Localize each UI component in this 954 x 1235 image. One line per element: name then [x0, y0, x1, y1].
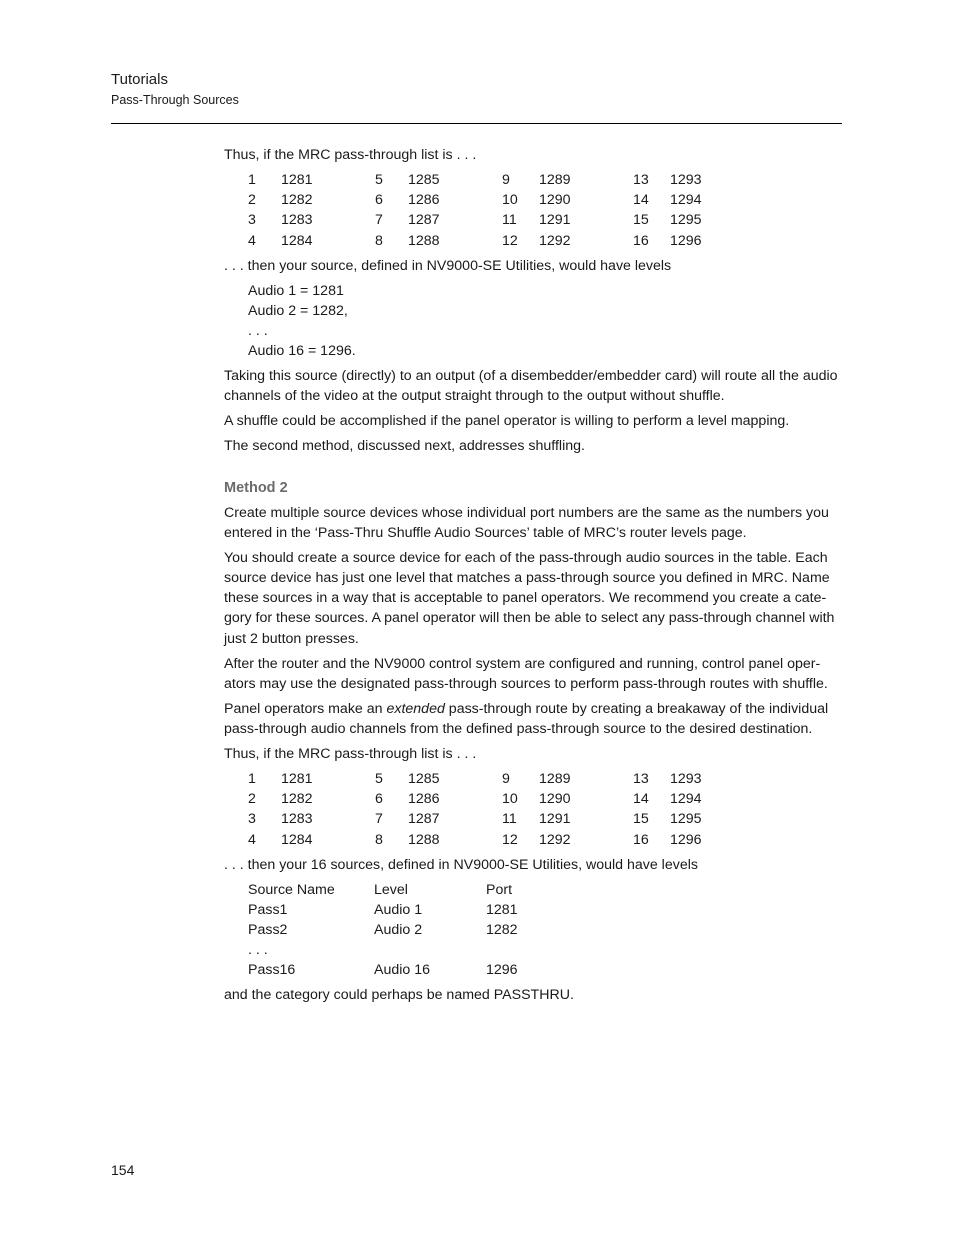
list-index-cell: 7 — [375, 212, 383, 229]
header-divider — [111, 123, 842, 124]
list-port-cell: 1288 — [408, 232, 440, 249]
list-port-cell: 1295 — [670, 212, 702, 229]
intro-text-2: Thus, if the MRC pass-through list is . . . — [224, 745, 477, 762]
list-port-cell: 1284 — [281, 232, 313, 249]
list-index-cell: 4 — [248, 232, 256, 249]
list-port-cell: 1287 — [408, 212, 440, 229]
paragraph-after: After the router and the NV9000 control system are configured and running, control panel oper-ators may use the designated pass-through sources to perform pass-through routes with shuffle. — [224, 655, 828, 692]
list-index-cell: 15 — [633, 212, 649, 229]
list-port-cell: 1291 — [539, 212, 571, 229]
list-port-cell: 1286 — [408, 791, 440, 808]
page-body — [224, 145, 844, 1010]
paragraph-should: You should create a source device for each of the pass-through audio sources in the table. Each source device has just one level that matches a pass-through source you defined in MRC. Name these sources in a way that is acceptable to panel operators. We recommend you create a cate-gory for these sources. A panel operator will then be able to select any pass-through channel with just 2 button presses. — [224, 549, 835, 647]
list-index-cell: 15 — [633, 811, 649, 828]
list-port-cell: 1283 — [281, 811, 313, 828]
list-port-cell: 1293 — [670, 770, 702, 787]
paragraph-category: and the category could perhaps be named PASSTHRU. — [224, 987, 574, 1004]
table-row — [248, 789, 730, 809]
list-index-cell: 12 — [502, 232, 518, 249]
levels-list — [248, 281, 844, 362]
list-index-cell: 13 — [633, 172, 649, 188]
table-row — [248, 940, 518, 960]
list-index-cell: 6 — [375, 192, 383, 209]
list-port-cell: 1295 — [670, 811, 702, 828]
then-text-1: . . . then your source, defined in NV9000-SE Utilities, would have levels — [224, 257, 672, 274]
table-row — [248, 210, 730, 230]
table-row — [248, 190, 730, 210]
list-index-cell: 14 — [633, 791, 649, 808]
list-port-cell: 1290 — [539, 791, 571, 808]
list-index-cell: 8 — [375, 232, 383, 249]
list-index-cell: 1 — [248, 770, 256, 787]
list-index-cell: 12 — [502, 831, 518, 848]
pass-through-list-table-1 — [248, 170, 730, 251]
list-port-cell: 1285 — [408, 172, 440, 188]
sources-header-row — [248, 880, 518, 900]
paragraph-panel-operators — [224, 699, 844, 739]
panel-text-end: pass-through route by creating a breakaway of the individual pass-through audio channels from the defined pass-through source to the desired destination. — [224, 700, 829, 737]
list-index-cell: 11 — [502, 811, 517, 828]
column-header: Level — [374, 881, 408, 898]
list-index-cell: 4 — [248, 831, 256, 848]
list-index-cell: 5 — [375, 172, 383, 188]
level-line: . . . — [248, 322, 268, 339]
table-row — [248, 769, 730, 789]
table-row — [248, 920, 518, 940]
table-row — [248, 900, 518, 920]
page-number: 154 — [111, 1162, 135, 1178]
list-port-cell: 1289 — [539, 172, 571, 188]
level-cell: Audio 16 — [374, 962, 431, 979]
list-port-cell: 1287 — [408, 811, 440, 828]
table-row — [248, 960, 518, 980]
paragraph-shuffle: A shuffle could be accomplished if the panel operator is willing to perform a level mapping. — [224, 413, 790, 430]
level-cell: Audio 2 — [374, 922, 423, 938]
intro-text: Thus, if the MRC pass-through list is . . . — [224, 147, 477, 163]
list-index-cell: 1 — [248, 172, 256, 188]
list-index-cell: 10 — [502, 791, 518, 808]
then-text-2: . . . then your 16 sources, defined in NV9000-SE Utilities, would have levels — [224, 856, 698, 873]
list-index-cell: 7 — [375, 811, 383, 828]
list-port-cell: 1294 — [670, 791, 702, 808]
list-index-cell: 2 — [248, 192, 256, 209]
list-port-cell: 1293 — [670, 172, 702, 188]
level-line: Audio 16 = 1296. — [248, 343, 356, 360]
list-port-cell: 1282 — [281, 192, 313, 209]
level-cell — [374, 940, 486, 960]
list-port-cell: 1281 — [281, 172, 313, 188]
list-port-cell: 1282 — [281, 791, 313, 808]
list-index-cell: 16 — [633, 232, 649, 249]
list-port-cell: 1284 — [281, 831, 313, 848]
level-line: Audio 2 = 1282, — [248, 302, 348, 319]
column-header: Port — [486, 881, 513, 898]
list-index-cell: 11 — [502, 212, 517, 229]
list-index-cell: 13 — [633, 770, 649, 787]
paragraph-second-method: The second method, discussed next, addresses shuffling. — [224, 438, 585, 455]
list-port-cell: 1292 — [539, 232, 571, 249]
list-port-cell: 1290 — [539, 192, 571, 209]
list-port-cell: 1291 — [539, 811, 571, 828]
list-index-cell: 10 — [502, 192, 518, 209]
table-row — [248, 231, 730, 251]
panel-text-emphasis: extended — [386, 700, 445, 717]
list-port-cell: 1296 — [670, 831, 702, 848]
port-cell — [486, 940, 518, 960]
table-row — [248, 830, 730, 850]
paragraph-create: Create multiple source devices whose individual port numbers are the same as the numbers you entered in the ‘Pass-Thru Shuffle Audio Sources’ table of MRC’s router levels page. — [224, 504, 829, 541]
source-name-cell: . . . — [248, 942, 268, 959]
list-index-cell: 5 — [375, 770, 383, 787]
table-row — [248, 809, 730, 829]
level-line: Audio 1 = 1281 — [248, 282, 344, 299]
header-subtitle: Pass-Through Sources — [111, 93, 239, 107]
list-index-cell: 8 — [375, 831, 383, 848]
source-name-cell: Pass1 — [248, 901, 288, 918]
source-name-cell: Pass2 — [248, 922, 288, 938]
list-index-cell: 16 — [633, 831, 649, 848]
list-port-cell: 1292 — [539, 831, 571, 848]
list-port-cell: 1283 — [281, 212, 313, 229]
list-port-cell: 1294 — [670, 192, 702, 209]
list-port-cell: 1289 — [539, 770, 571, 787]
port-cell: 1296 — [486, 962, 518, 979]
page-header — [111, 70, 842, 109]
pass-through-list-table-2 — [248, 769, 730, 850]
panel-text-start: Panel operators make an — [224, 700, 387, 717]
level-cell: Audio 1 — [374, 901, 423, 918]
list-index-cell: 9 — [502, 172, 510, 188]
list-index-cell: 3 — [248, 212, 256, 229]
list-index-cell: 3 — [248, 811, 256, 828]
column-header: Source Name — [248, 881, 335, 898]
header-title: Tutorials — [111, 71, 168, 88]
list-index-cell: 2 — [248, 791, 256, 808]
sources-table — [248, 880, 518, 981]
list-index-cell: 9 — [502, 770, 510, 787]
method-2-heading: Method 2 — [224, 479, 288, 496]
list-port-cell: 1288 — [408, 831, 440, 848]
port-cell: 1282 — [486, 922, 518, 938]
list-port-cell: 1281 — [281, 770, 313, 787]
list-port-cell: 1296 — [670, 232, 702, 249]
list-port-cell: 1285 — [408, 770, 440, 787]
table-row — [248, 170, 730, 190]
list-index-cell: 14 — [633, 192, 649, 209]
port-cell: 1281 — [486, 901, 518, 918]
list-port-cell: 1286 — [408, 192, 440, 209]
source-name-cell: Pass16 — [248, 962, 296, 979]
list-index-cell: 6 — [375, 791, 383, 808]
paragraph-taking: Taking this source (directly) to an output (of a disembedder/embedder card) will route all the audio channels of the video at the output straight through to the output without shuffle. — [224, 368, 838, 405]
